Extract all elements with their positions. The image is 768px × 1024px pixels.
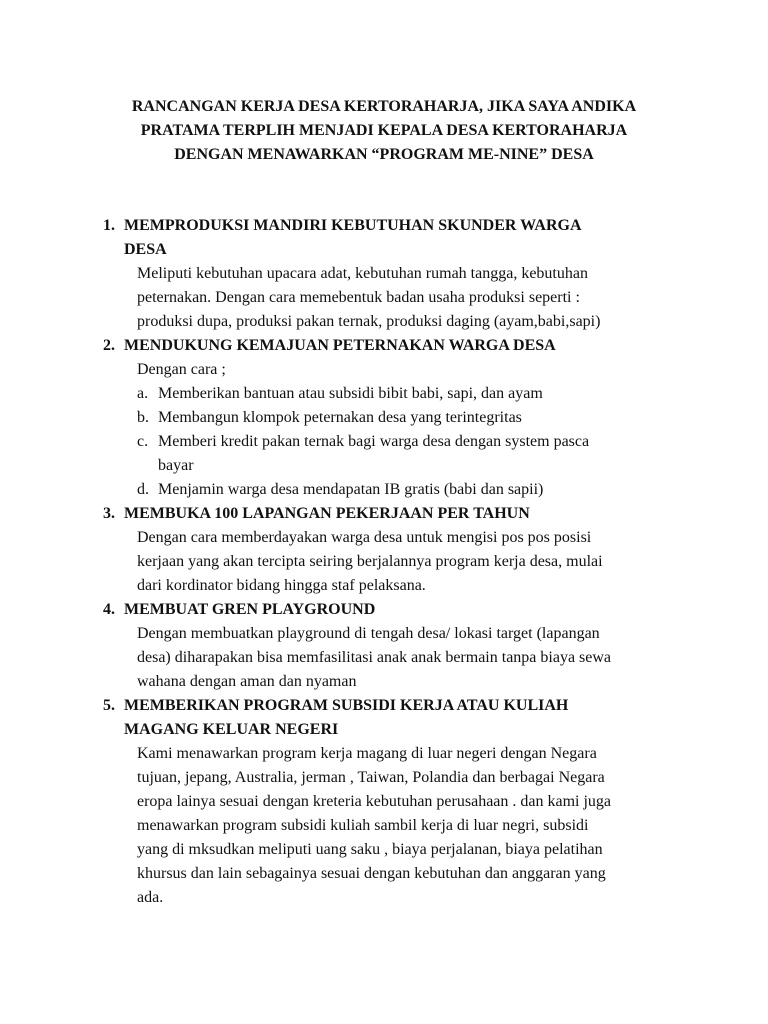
section-number: 4. (103, 601, 115, 618)
program-list (0, 214, 768, 910)
body-line: Dengan cara memberdayakan warga desa untuk mengisi pos pos posisi (137, 529, 592, 546)
heading-line: MEMBUKA 100 LAPANGAN PEKERJAAN PER TAHUN (124, 505, 530, 522)
section-number: 2. (103, 337, 115, 354)
body-line: Dengan cara ; (137, 361, 226, 378)
body-line: tujuan, jepang, Australia, jerman , Taiwan, Polandia dan berbagai Negara (137, 769, 605, 786)
section-number: 5. (103, 697, 115, 714)
sub-item-letter: a. (137, 385, 149, 402)
body-line: ada. (137, 889, 164, 906)
sub-item-a (0, 382, 768, 406)
body-line: dari kordinator bidang hingga staf pelaksana. (137, 577, 426, 594)
section-5 (0, 694, 768, 910)
sub-item-letter: d. (137, 481, 149, 498)
heading-line: DESA (124, 241, 167, 258)
sub-item-letter: c. (137, 433, 149, 450)
body-line: yang di mksudkan meliputi uang saku , biaya perjalanan, biaya pelatihan (137, 841, 603, 858)
sub-item-line: Memberikan bantuan atau subsidi bibit babi, sapi, dan ayam (158, 385, 543, 402)
title-line-3: DENGAN MENAWARKAN “PROGRAM ME-NINE” DESA (174, 146, 594, 163)
section-heading (0, 598, 644, 622)
sub-item-line: Menjamin warga desa mendapatan IB gratis (babi dan sapii) (158, 481, 544, 498)
section-number: 1. (103, 217, 115, 234)
section-2 (0, 334, 768, 502)
section-heading (0, 502, 644, 526)
document-title (60, 95, 708, 167)
body-line: desa) diharapakan bisa memfasilitasi anak anak bermain tanpa biaya sewa (137, 649, 612, 666)
section-body (0, 262, 657, 334)
body-line: Dengan membuatkan playground di tengah desa/ lokasi target (lapangan (137, 625, 600, 642)
body-line: Meliputi kebutuhan upacara adat, kebutuhan rumah tangga, kebutuhan (137, 265, 588, 282)
section-1 (0, 214, 768, 334)
body-line: eropa lainya sesuai dengan kreteria kebutuhan perusahaan . dan kami juga (137, 793, 612, 810)
section-body (0, 622, 657, 694)
section-3 (0, 502, 768, 598)
section-number: 3. (103, 505, 115, 522)
section-intro (0, 358, 657, 382)
sub-item-line: Memberi kredit pakan ternak bagi warga desa dengan system pasca (158, 433, 590, 450)
heading-line: MAGANG KELUAR NEGERI (124, 721, 339, 738)
sub-item-c (0, 430, 768, 478)
section-heading (0, 694, 644, 742)
title-line-1: RANCANGAN KERJA DESA KERTORAHARJA, JIKA SAYA ANDIKA (131, 98, 637, 115)
section-heading (0, 334, 644, 358)
sub-item-b (0, 406, 768, 430)
heading-line: MEMBERIKAN PROGRAM SUBSIDI KERJA ATAU KULIAH (124, 697, 569, 714)
title-line-2: PRATAMA TERPLIH MENJADI KEPALA DESA KERTORAHARJA (140, 122, 628, 139)
body-line: peternakan. Dengan cara memebentuk badan usaha produksi seperti : (137, 289, 580, 306)
sub-item-d (0, 478, 768, 502)
body-line: menawarkan program subsidi kuliah sambil kerja di luar negri, subsidi (137, 817, 589, 834)
body-line: Kami menawarkan program kerja magang di luar negeri dengan Negara (137, 745, 597, 762)
section-heading (0, 214, 644, 262)
section-body (0, 526, 657, 598)
sub-item-line: bayar (158, 457, 194, 474)
body-line: produksi dupa, produksi pakan ternak, produksi daging (ayam,babi,sapi) (137, 313, 601, 330)
heading-line: MENDUKUNG KEMAJUAN PETERNAKAN WARGA DESA (124, 337, 556, 354)
sub-item-line: Membangun klompok peternakan desa yang terintegritas (158, 409, 522, 426)
section-body (0, 742, 657, 910)
heading-line: MEMBUAT GREN PLAYGROUND (124, 601, 376, 618)
section-4 (0, 598, 768, 694)
body-line: khursus dan lain sebagainya sesuai dengan kebutuhan dan anggaran yang (137, 865, 606, 882)
body-line: wahana dengan aman dan nyaman (137, 673, 357, 690)
body-line: kerjaan yang akan tercipta seiring berjalannya program kerja desa, mulai (137, 553, 603, 570)
sub-item-letter: b. (137, 409, 149, 426)
heading-line: MEMPRODUKSI MANDIRI KEBUTUHAN SKUNDER WARGA (124, 217, 582, 234)
